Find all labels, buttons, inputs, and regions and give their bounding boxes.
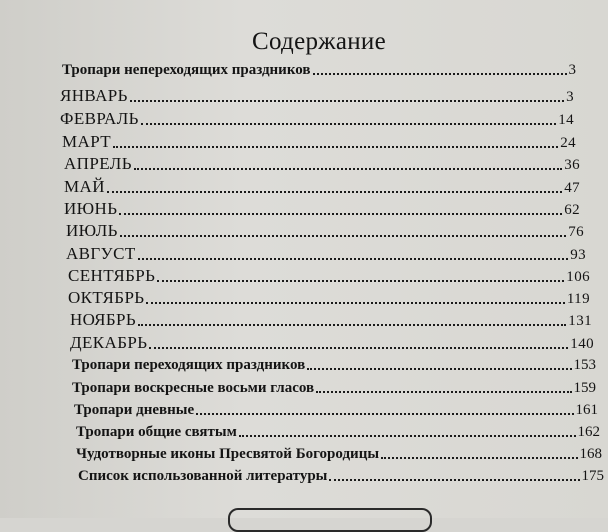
toc-entry bbox=[70, 333, 594, 353]
toc-page-number: 36 bbox=[564, 157, 580, 173]
toc-entry bbox=[60, 86, 574, 106]
toc-page-number: 131 bbox=[568, 313, 592, 329]
toc-entry bbox=[74, 402, 598, 419]
toc-entry-label: ИЮЛЬ bbox=[66, 221, 118, 240]
toc-entry bbox=[62, 62, 576, 79]
dot-leader bbox=[307, 368, 571, 370]
dot-leader bbox=[313, 73, 567, 75]
toc-page-number: 175 bbox=[581, 468, 604, 484]
toc-page-number: 153 bbox=[573, 357, 596, 373]
toc-entry bbox=[76, 446, 602, 463]
toc-page-number: 24 bbox=[560, 135, 576, 151]
toc-entry-label: Тропари переходящих праздников bbox=[72, 357, 306, 373]
toc-page-number: 140 bbox=[570, 336, 594, 352]
dot-leader bbox=[113, 146, 558, 148]
toc-entry bbox=[78, 468, 604, 485]
toc-entry-label: Тропари непереходящих праздников bbox=[62, 62, 311, 78]
toc-entry bbox=[64, 177, 580, 197]
toc-entry bbox=[64, 199, 580, 219]
dot-leader bbox=[107, 191, 562, 193]
toc-page-number: 161 bbox=[575, 402, 598, 418]
toc-page-number: 93 bbox=[570, 247, 586, 263]
toc-entry-label: ОКТЯБРЬ bbox=[68, 288, 145, 307]
dot-leader bbox=[196, 413, 573, 415]
toc-page-number: 3 bbox=[566, 89, 574, 105]
toc-entry-label: МАРТ bbox=[62, 132, 112, 151]
toc-entry-label: Список использованной литературы bbox=[78, 468, 328, 484]
toc-entry-label: ДЕКАБРЬ bbox=[70, 333, 148, 352]
toc-page-number: 14 bbox=[558, 112, 574, 128]
toc-entry bbox=[64, 154, 580, 174]
dot-leader bbox=[149, 347, 568, 349]
dot-leader bbox=[381, 457, 577, 459]
toc-entry bbox=[62, 132, 576, 152]
toc-page-number: 106 bbox=[566, 269, 590, 285]
toc-entry-label: Тропари дневные bbox=[74, 402, 195, 418]
toc-page-number: 119 bbox=[566, 291, 590, 307]
decorative-frame bbox=[228, 508, 432, 532]
dot-leader bbox=[316, 391, 571, 393]
dot-leader bbox=[130, 100, 564, 102]
dot-leader bbox=[119, 213, 562, 215]
toc-entry bbox=[76, 424, 600, 441]
toc-entry-label: АВГУСТ bbox=[66, 244, 136, 263]
dot-leader bbox=[138, 258, 569, 260]
dot-leader bbox=[239, 435, 576, 437]
toc-entry-label: МАЙ bbox=[64, 177, 105, 196]
toc-page-number: 168 bbox=[579, 446, 602, 462]
toc-entry bbox=[70, 310, 592, 330]
toc-entry-label: Тропари воскресные восьми гласов bbox=[72, 380, 315, 396]
toc-entry bbox=[66, 221, 584, 241]
toc-page-number: 3 bbox=[568, 62, 576, 78]
toc-entry-label: ИЮНЬ bbox=[64, 199, 118, 218]
toc-entry bbox=[72, 380, 596, 397]
toc-entry-label: Тропари общие святым bbox=[76, 424, 237, 440]
toc-page-number: 76 bbox=[568, 224, 584, 240]
dot-leader bbox=[138, 324, 566, 326]
page-title: Содержание bbox=[252, 28, 386, 55]
toc-entry-label: АПРЕЛЬ bbox=[64, 154, 132, 173]
dot-leader bbox=[141, 123, 556, 125]
toc-entry-label: Чудотворные иконы Пресвятой Богородицы bbox=[76, 446, 380, 462]
toc-entry-label: ФЕВРАЛЬ bbox=[60, 109, 139, 128]
toc-entry-label: ЯНВАРЬ bbox=[60, 86, 128, 105]
toc-entry bbox=[68, 288, 590, 308]
dot-leader bbox=[134, 168, 562, 170]
toc-entry bbox=[66, 244, 586, 264]
dot-leader bbox=[120, 235, 566, 237]
toc-page-number: 47 bbox=[564, 180, 580, 196]
toc-entry bbox=[68, 266, 590, 286]
toc-entry-label: СЕНТЯБРЬ bbox=[68, 266, 156, 285]
toc-page-number: 159 bbox=[573, 380, 596, 396]
toc-entry bbox=[72, 357, 596, 374]
toc-page-number: 62 bbox=[564, 202, 580, 218]
dot-leader bbox=[146, 302, 564, 304]
dot-leader bbox=[329, 479, 579, 481]
toc-page-number: 162 bbox=[577, 424, 600, 440]
dot-leader bbox=[157, 280, 564, 282]
toc-entry bbox=[60, 109, 574, 129]
toc-entry-label: НОЯБРЬ bbox=[70, 310, 137, 329]
